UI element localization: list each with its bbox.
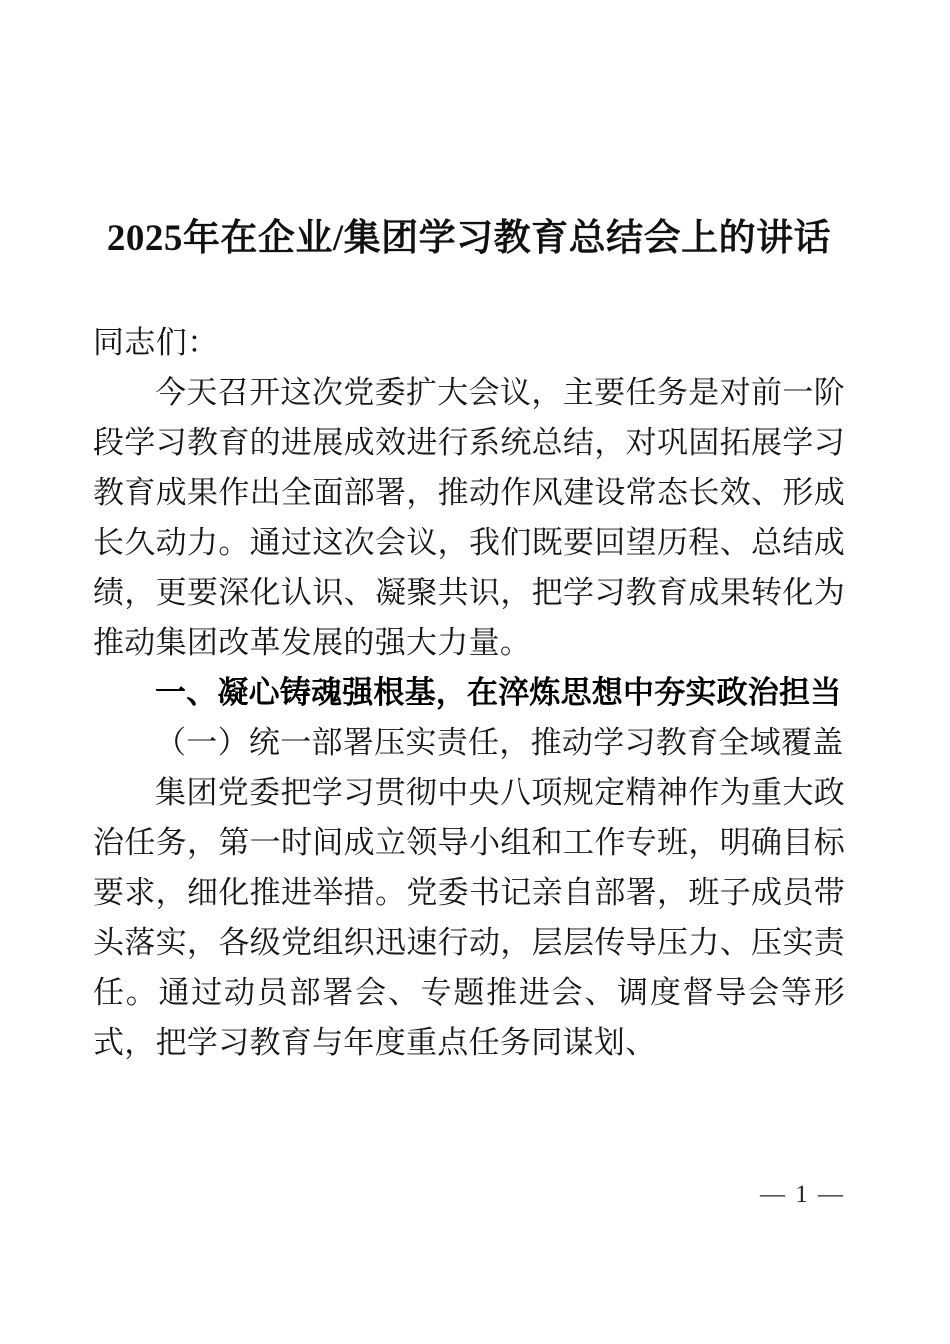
section-heading-1: 一、凝心铸魂强根基，在淬炼思想中夯实政治担当	[155, 675, 842, 711]
document-title: 2025年在企业/集团学习教育总结会上的讲话	[106, 218, 832, 259]
subsection-heading-1: （一）统一部署压实责任，推动学习教育全域覆盖	[155, 725, 844, 761]
body-paragraph-1: 今天召开这次党委扩大会议，主要任务是对前一阶段学习教育的进展成效进行系统总结，对巩固拓展学习教育成果作出全面部署，推动作风建设常态长效、形成长久动力。通过这次会议，我们既要回望历程、总结成绩，更要深化认识、凝聚共识，把学习教育成果转化为推动集团改革发展的强大力量。	[93, 375, 845, 661]
page-number-footer: — 1 —	[760, 1181, 845, 1208]
salutation-line: 同志们：	[93, 325, 219, 361]
document-content	[93, 0, 845, 1068]
body-paragraph-2: 集团党委把学习贯彻中央八项规定精神作为重大政治任务，第一时间成立领导小组和工作专班，明确目标要求，细化推进举措。党委书记亲自部署，班子成员带头落实，各级党组织迅速行动，层层传导压力、压实责任。通过动员部署会、专题推进会、调度督导会等形式，把学习教育与年度重点任务同谋划、	[93, 775, 845, 1061]
